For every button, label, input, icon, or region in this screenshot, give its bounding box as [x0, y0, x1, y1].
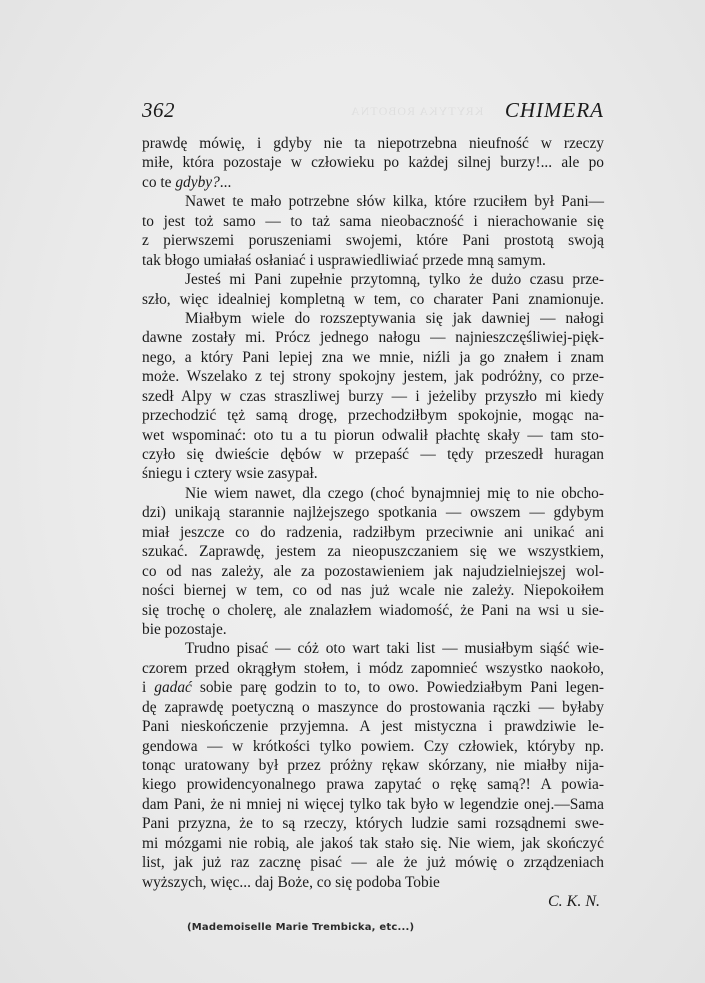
text-line: co od nas zależy, ale za pozostawieniem jak najudzielniejszej wol-	[142, 562, 604, 580]
text-segment: i	[142, 679, 155, 697]
text-line: Nie wiem nawet, dla czego (choć bynajmniej mię to nie obcho-	[185, 484, 604, 502]
text-line: kiego prowidencyonalnego prawa zapytać o rękę samą?! A powia-	[142, 776, 604, 794]
text-line: list, jak już raz zacznę pisać — ale że już mówię o zrządzeniach	[142, 854, 604, 872]
text-line: mi mózgami nie robią, ale jakoś tak stało się. Nie wiem, jak skończyć	[142, 834, 604, 852]
text-segment: ...	[219, 173, 232, 191]
text-line: dzi) unikają starannie najlżejszego spotkania — owszem — gdybym	[142, 504, 604, 522]
text-line: prawdę mówię, i gdyby nie ta niepotrzebna nieufność w rzeczy	[142, 135, 604, 152]
bleed-through-text: KRYTYKA ROBOTNA	[350, 104, 484, 118]
text-line: szło, więc idealniej kompletną w tem, co charater Pani znamionuje.	[142, 290, 604, 308]
text-segment: sobie parę godzin to to, to owo. Powiedziałbym Pani legen-	[191, 679, 605, 697]
text-line: z pierwszemi poruszeniami swojemi, które Pani prostotą swoją	[142, 232, 604, 250]
text-line: nego, a który Pani lepiej zna we mnie, niźli ja go znałem i znam	[142, 348, 604, 366]
text-line: ności biernej w tem, co od nas już wcale nie zależy. Niepokoiłem	[142, 582, 604, 600]
running-head	[142, 98, 604, 124]
text-line: dę zaprawdę poetyczną o maszynce do prostowania rączki — byłaby	[142, 698, 604, 716]
text-line: bie pozostaje.	[142, 620, 227, 638]
text-line: przechodzić tęż samą drogę, przechodziłbym spokojnie, mogąc na-	[142, 407, 604, 425]
text-line: śniegu i cztery wsie zasypał.	[142, 465, 318, 483]
text-line: Miałbym wiele do rozszeptywania się jak dawniej — nałogi	[185, 309, 604, 327]
text-line: tak błogo umiałaś osłaniać i usprawiedliwiać przede mną samym.	[142, 251, 546, 269]
text-line: wet wspominać: oto tu a tu piorun odwalił płachtę skały — tam sto-	[142, 426, 604, 444]
letter-body	[142, 134, 604, 937]
text-line: czorem przed okrągłym stołem, i módz zapomnieć wszystko naokoło,	[142, 659, 604, 677]
text-line: Pani nieskończenie przyjemna. A jest mistyczna i prawdziwie le-	[142, 718, 604, 736]
text-line: Nawet te mało potrzebne słów kilka, które rzuciłem był Pani—	[185, 193, 604, 211]
text-line: szukać. Zaprawdę, jestem za nieopuszczaniem się we wszystkiem,	[142, 543, 604, 561]
text-line: Pani przyzna, że to są rzeczy, których ludzie sami rozsądnemi swe-	[142, 815, 604, 833]
text-line: szedł Alpy w czas straszliwej burzy — i jeżeliby przyszło mi kiedy	[142, 387, 604, 405]
text-line: tonąc uratowany był przez próżny rękaw skórzany, nie miałby nija-	[142, 757, 604, 774]
text-line: może. Wszelako z tej strony spokojny jestem, jak podróżny, co prze-	[142, 368, 604, 386]
text-line: Trudno pisać — cóż oto wart taki list — musiałbym siąść wie-	[185, 640, 604, 658]
text-line: Jesteś mi Pani zupełnie przytomną, tylko że dużo czasu prze-	[185, 271, 604, 289]
text-line: to jest toż samo — to taż sama nieobaczność i nierachowanie się	[142, 212, 604, 230]
text-segment: co te	[142, 173, 176, 191]
italic-emphasis: gadać	[154, 679, 192, 697]
text-line: miłe, która pozostaje w człowieku po każdej silnej burzy!... ale po	[142, 154, 604, 172]
text-line: dawne zostały mi. Prócz jednego nałogu — najnieszczęśliwiej-pięk-	[142, 329, 604, 347]
text-line: wyższych, więc... daj Boże, co się podoba Tobie	[142, 873, 440, 891]
italic-emphasis: gdyby?	[175, 173, 220, 191]
text-line	[142, 173, 604, 192]
text-line: dam Pani, że ni mniej ni więcej tylko tak było w legendzie onej.—Sama	[142, 795, 604, 813]
text-line: się trochę o cholerę, ale znalazłem wiadomość, że Pani na wsi u sie-	[142, 601, 604, 619]
text-line	[142, 678, 604, 697]
text-line: gendowa — w krótkości tylko powiem. Czy człowiek, któryby np.	[142, 737, 604, 755]
postscript-addressee: (Mademoiselle Marie Trembicka, etc...)	[187, 921, 415, 933]
text-line: miał jeszcze co do radzenia, radziłbym przeciwnie ani unikać ani	[142, 523, 604, 541]
journal-title: CHIMERA	[504, 98, 604, 122]
signature: C. K. N.	[547, 893, 600, 911]
page-number: 362	[142, 98, 175, 122]
text-line: czyło się dwieście dębów w przepaść — tędy przeszedł huragan	[142, 446, 604, 463]
